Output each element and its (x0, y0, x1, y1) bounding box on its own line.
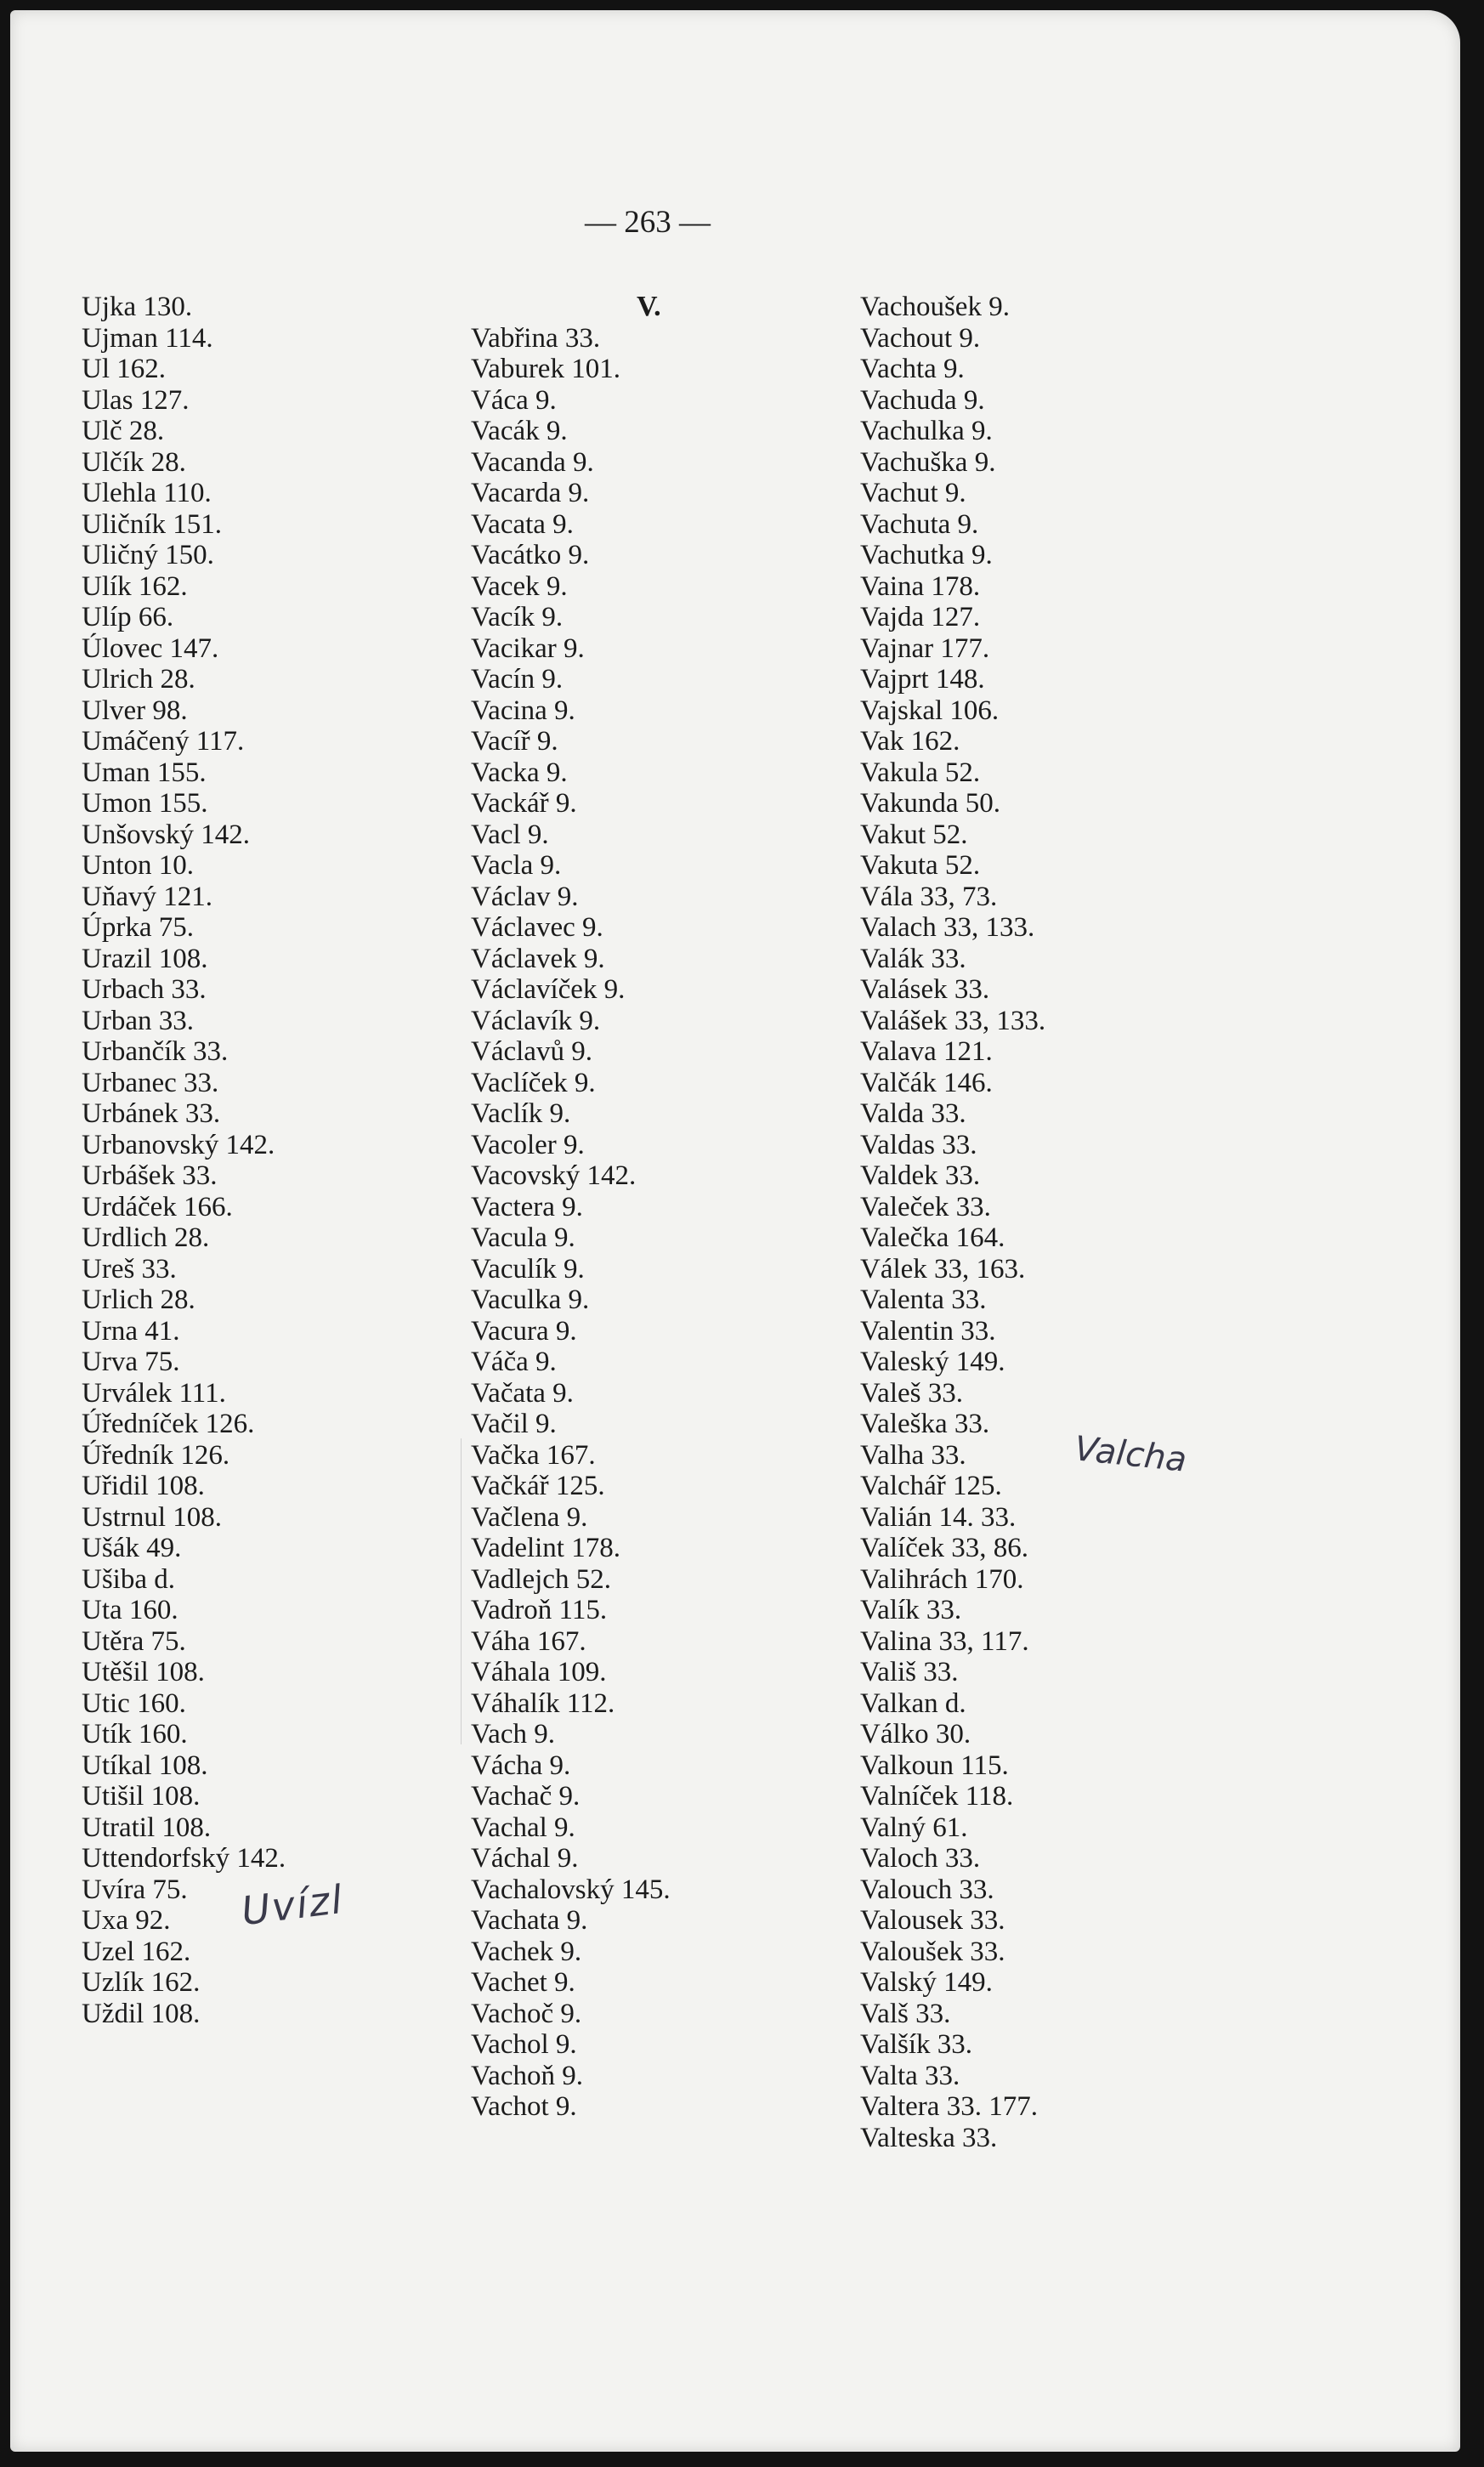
surname-entry: Vachutka 9. (860, 540, 993, 570)
page-number: — 263 — (585, 205, 711, 240)
surname-entry: Utic 160. (82, 1687, 186, 1719)
surname-entry: Urbanovský 142. (82, 1129, 275, 1160)
surname-entry: Ustrnul 108. (82, 1501, 222, 1533)
surname-entry: Valeský 149. (860, 1347, 1005, 1377)
surname-entry: Vacák 9. (471, 416, 568, 446)
surname-entry: Vála 33, 73. (860, 881, 998, 912)
surname-entry: Valha 33. (860, 1439, 966, 1471)
surname-entry: Valásek 33. (860, 974, 990, 1005)
surname-entry: Unton 10. (82, 850, 194, 881)
surname-entry: Uta 160. (82, 1595, 178, 1625)
surname-entry: Vaina 178. (860, 570, 981, 602)
surname-entry: Vacanda 9. (471, 446, 594, 478)
surname-entry: Uman 155. (82, 757, 207, 788)
surname-entry: Vacina 9. (471, 695, 575, 726)
surname-entry: Ulver 98. (82, 695, 188, 726)
surname-entry: Vachal 9. (471, 1812, 575, 1843)
surname-entry: Vaclík 9. (471, 1098, 571, 1129)
faint-column-rule (461, 1438, 462, 1744)
surname-entry: Vacek 9. (471, 570, 568, 602)
surname-entry: Valkoun 115. (860, 1750, 1009, 1781)
surname-entry: Vadelint 178. (471, 1533, 620, 1563)
surname-entry: Valava 121. (860, 1036, 993, 1067)
surname-entry: Ulč 28. (82, 416, 165, 446)
surname-entry: Urválek 111. (82, 1377, 226, 1409)
surname-entry: Úprka 75. (82, 912, 194, 943)
surname-entry: Valšík 33. (860, 2029, 972, 2060)
surname-entry: Vačil 9. (471, 1409, 557, 1439)
surname-entry: Valeška 33. (860, 1409, 990, 1439)
surname-list-v1 (471, 323, 671, 2123)
surname-entry: Ulas 127. (82, 384, 190, 416)
surname-entry: Urdáček 166. (82, 1191, 233, 1222)
surname-entry: Vachot 9. (471, 2091, 577, 2122)
surname-entry: Václavec 9. (471, 912, 603, 943)
surname-entry: Vakunda 50. (860, 788, 1000, 819)
surname-entry: Vachoč 9. (471, 1998, 582, 2029)
surname-entry: Valeček 33. (860, 1191, 991, 1222)
surname-entry: Valouch 33. (860, 1874, 994, 1905)
surname-entry: Ujka 130. (82, 292, 193, 322)
surname-entry: Vacikar 9. (471, 632, 585, 664)
surname-entry: Vacula 9. (471, 1222, 575, 1253)
surname-entry: Utratil 108. (82, 1812, 212, 1843)
surname-entry: Uždil 108. (82, 1998, 201, 2029)
surname-entry: Urlich 28. (82, 1285, 195, 1315)
surname-entry: Vachuta 9. (860, 508, 979, 540)
surname-entry: Valchář 125. (860, 1471, 1002, 1501)
surname-entry: Vacura 9. (471, 1315, 577, 1347)
surname-entry: Váhala 109. (471, 1657, 607, 1687)
surname-entry: Umáčený 117. (82, 726, 245, 757)
surname-entry: Uxa 92. (82, 1905, 171, 1936)
surname-entry: Vališ 33. (860, 1657, 959, 1687)
surname-entry: Urazil 108. (82, 943, 208, 974)
surname-entry: Valousek 33. (860, 1905, 1005, 1936)
surname-entry: Vačlena 9. (471, 1501, 588, 1533)
surname-entry: Urbášek 33. (82, 1160, 218, 1191)
surname-entry: Urdlich 28. (82, 1222, 210, 1253)
surname-entry: Vachuška 9. (860, 446, 996, 478)
surname-entry: Valach 33, 133. (860, 912, 1035, 943)
surname-entry: Vacka 9. (471, 757, 568, 788)
surname-entry: Vaculka 9. (471, 1285, 590, 1315)
surname-entry: Valš 33. (860, 1998, 951, 2029)
surname-entry: Utík 160. (82, 1719, 188, 1750)
book-page (10, 10, 1460, 2452)
surname-entry: Valský 149. (860, 1967, 993, 1998)
surname-entry: Ujman 114. (82, 322, 213, 354)
surname-entry: Vajda 127. (860, 602, 981, 632)
surname-entry: Urbanec 33. (82, 1067, 219, 1098)
surname-entry: Vachet 9. (471, 1967, 575, 1998)
surname-entry: Unšovský 142. (82, 819, 251, 850)
surname-entry: Valián 14. 33. (860, 1501, 1017, 1533)
surname-entry: Uličný 150. (82, 540, 214, 570)
surname-entry: Václavů 9. (471, 1036, 592, 1067)
surname-column-v2 (860, 292, 1045, 2153)
surname-entry: Vachout 9. (860, 322, 981, 354)
surname-entry: Uňavý 121. (82, 881, 212, 912)
surname-entry: Uličník 151. (82, 508, 222, 540)
surname-entry: Vajskal 106. (860, 695, 1000, 726)
surname-entry: Vačka 167. (471, 1439, 596, 1471)
surname-entry: Valečka 164. (860, 1222, 1005, 1253)
surname-entry: Ulčík 28. (82, 446, 186, 478)
surname-entry: Valoušek 33. (860, 1936, 1005, 1967)
surname-entry: Valík 33. (860, 1595, 962, 1625)
surname-entry: Vadlejch 52. (471, 1563, 611, 1595)
surname-entry: Uřidil 108. (82, 1471, 205, 1501)
surname-entry: Vaburek 101. (471, 354, 620, 384)
surname-entry: Valenta 33. (860, 1285, 987, 1315)
surname-entry: Urbánek 33. (82, 1098, 221, 1129)
surname-entry: Vakula 52. (860, 757, 981, 788)
handwritten-note-valcha: Valcha (1072, 1429, 1189, 1480)
surname-entry: Vachuda 9. (860, 384, 985, 416)
surname-entry: Vajnar 177. (860, 632, 990, 664)
surname-entry: Valda 33. (860, 1098, 966, 1129)
surname-entry: Václavík 9. (471, 1005, 601, 1036)
surname-entry: Vacl 9. (471, 819, 549, 850)
surname-entry: Vachoň 9. (471, 2060, 583, 2091)
surname-entry: Utišil 108. (82, 1781, 201, 1812)
surname-entry: Valteska 33. (860, 2122, 998, 2153)
surname-entry: Úlovec 147. (82, 632, 219, 664)
surname-entry: Vacín 9. (471, 664, 564, 695)
surname-entry: Valíček 33, 86. (860, 1533, 1028, 1563)
surname-entry: Ušiba d. (82, 1563, 175, 1595)
surname-entry: Úředníček 126. (82, 1409, 255, 1439)
surname-entry: Ureš 33. (82, 1253, 177, 1285)
surname-entry: Urban 33. (82, 1005, 194, 1036)
surname-entry: Váhalík 112. (471, 1687, 615, 1719)
surname-entry: Václavek 9. (471, 943, 605, 974)
surname-entry: Válko 30. (860, 1719, 971, 1750)
surname-entry: Vacla 9. (471, 850, 562, 881)
surname-entry: Úředník 126. (82, 1439, 230, 1471)
surname-entry: Valeš 33. (860, 1377, 963, 1409)
surname-entry: Vachek 9. (471, 1936, 582, 1967)
surname-entry: Umon 155. (82, 788, 208, 819)
surname-entry: Vachalovský 145. (471, 1874, 671, 1905)
surname-column-u (82, 292, 286, 2029)
surname-entry: Vachulka 9. (860, 416, 993, 446)
surname-entry: Vacarda 9. (471, 478, 590, 508)
surname-entry: Váča 9. (471, 1347, 557, 1377)
surname-entry: Valtera 33. 177. (860, 2091, 1038, 2122)
surname-entry: Urbach 33. (82, 974, 207, 1005)
surname-entry: Vackář 9. (471, 788, 577, 819)
surname-entry: Václav 9. (471, 881, 579, 912)
surname-entry: Valihrách 170. (860, 1563, 1024, 1595)
surname-entry: Vactera 9. (471, 1191, 583, 1222)
surname-entry: Vakuta 52. (860, 850, 981, 881)
surname-entry: Valoch 33. (860, 1843, 981, 1874)
surname-entry: Vak 162. (860, 726, 960, 757)
surname-entry: Valášek 33, 133. (860, 1005, 1046, 1036)
surname-entry: Váca 9. (471, 384, 557, 416)
surname-entry: Vačkář 125. (471, 1471, 605, 1501)
surname-entry: Vachata 9. (471, 1905, 588, 1936)
surname-entry: Vadroň 115. (471, 1595, 608, 1625)
handwritten-note-uvizl: Uvízl (239, 1875, 347, 1935)
surname-entry: Ulrich 28. (82, 664, 195, 695)
section-heading-v: V. (637, 291, 661, 322)
surname-entry: Urva 75. (82, 1347, 180, 1377)
surname-entry: Vaclíček 9. (471, 1067, 596, 1098)
surname-entry: Vacovský 142. (471, 1160, 637, 1191)
surname-entry: Váchal 9. (471, 1843, 579, 1874)
surname-entry: Ulíp 66. (82, 602, 174, 632)
surname-entry: Urbančík 33. (82, 1036, 229, 1067)
surname-entry: Vakut 52. (860, 819, 968, 850)
surname-entry: Valák 33. (860, 943, 966, 974)
surname-entry: Ulehla 110. (82, 478, 212, 508)
surname-entry: Valdek 33. (860, 1160, 981, 1191)
surname-entry: Ulík 162. (82, 570, 188, 602)
surname-entry: Vachol 9. (471, 2029, 577, 2060)
surname-entry: Valníček 118. (860, 1781, 1014, 1812)
surname-entry: Uzlík 162. (82, 1967, 201, 1998)
surname-entry: Utěra 75. (82, 1625, 186, 1657)
surname-entry: Ul 162. (82, 354, 166, 384)
surname-entry: Utíkal 108. (82, 1750, 208, 1781)
surname-entry: Utěšil 108. (82, 1657, 205, 1687)
surname-entry: Vachut 9. (860, 478, 966, 508)
surname-entry: Uzel 162. (82, 1936, 191, 1967)
surname-column-v1 (471, 292, 671, 2123)
surname-entry: Valentin 33. (860, 1315, 996, 1347)
surname-entry: Vácha 9. (471, 1750, 571, 1781)
surname-entry: Vačata 9. (471, 1377, 574, 1409)
surname-entry: Váha 167. (471, 1625, 586, 1657)
surname-entry: Vacíř 9. (471, 726, 558, 757)
surname-entry: Vach 9. (471, 1719, 555, 1750)
surname-entry: Uvíra 75. (82, 1874, 188, 1905)
surname-entry: Vabřina 33. (471, 322, 601, 354)
surname-entry: Valdas 33. (860, 1129, 977, 1160)
surname-entry: Uttendorfský 142. (82, 1843, 286, 1874)
surname-entry: Vacoler 9. (471, 1129, 585, 1160)
surname-entry: Válek 33, 163. (860, 1253, 1026, 1285)
surname-entry: Valina 33, 117. (860, 1625, 1029, 1657)
surname-entry: Vacátko 9. (471, 540, 590, 570)
surname-entry: Valkan d. (860, 1687, 966, 1719)
surname-entry: Vacík 9. (471, 602, 564, 632)
surname-entry: Václavíček 9. (471, 974, 626, 1005)
surname-entry: Vachta 9. (860, 354, 965, 384)
surname-entry: Vaculík 9. (471, 1253, 585, 1285)
surname-entry: Urna 41. (82, 1315, 180, 1347)
surname-entry: Valta 33. (860, 2060, 960, 2091)
surname-entry: Vacata 9. (471, 508, 574, 540)
surname-entry: Ušák 49. (82, 1533, 182, 1563)
surname-entry: Vachoušek 9. (860, 292, 1010, 322)
surname-entry: Valný 61. (860, 1812, 968, 1843)
surname-entry: Valčák 146. (860, 1067, 993, 1098)
surname-entry: Vajprt 148. (860, 664, 985, 695)
surname-entry: Vachač 9. (471, 1781, 581, 1812)
